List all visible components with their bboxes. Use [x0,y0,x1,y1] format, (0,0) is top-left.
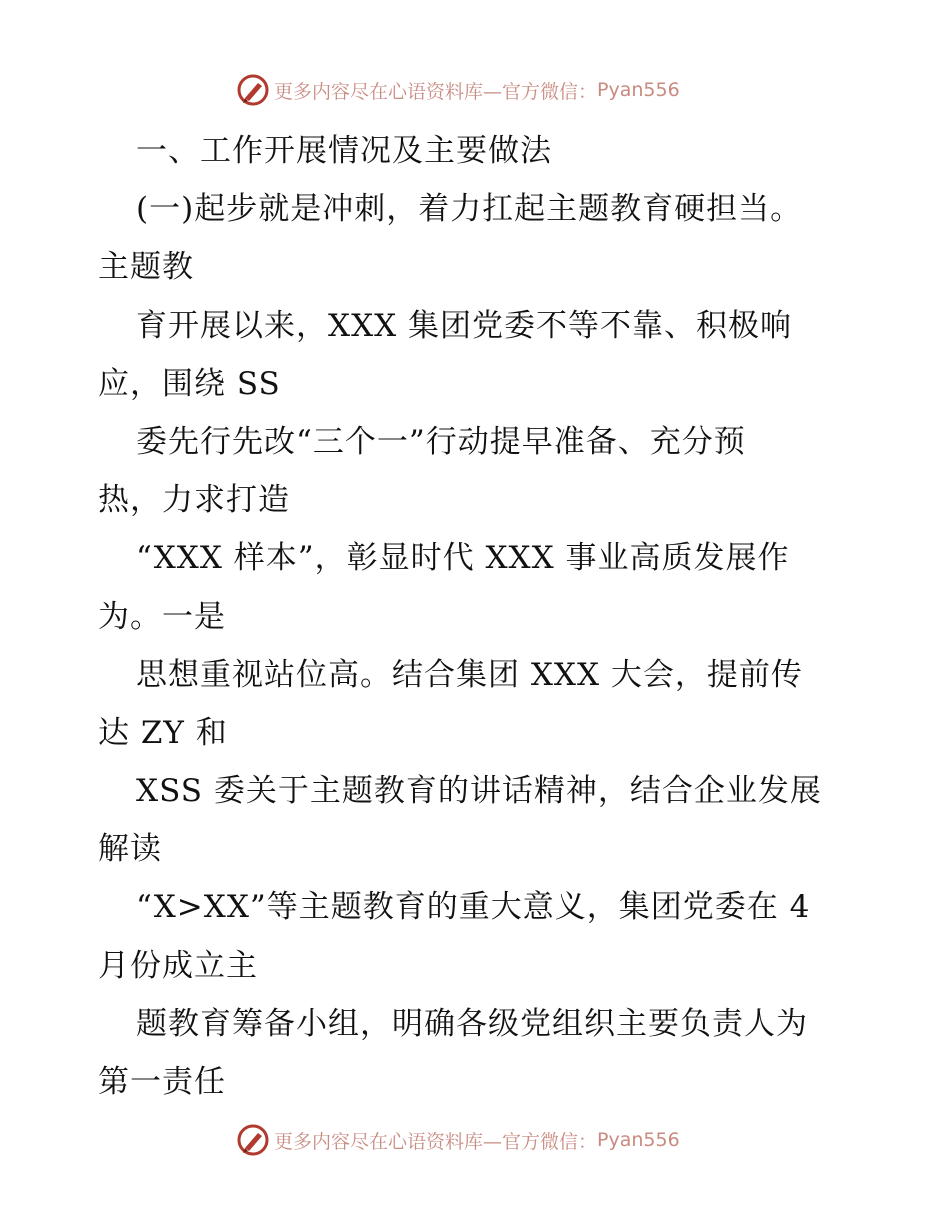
pen-logo-icon [236,73,270,107]
text-line: 热，力求打造 [98,482,290,519]
watermark-text: 更多内容尽在心语资料库—官方微信： [274,1130,598,1153]
text-line: 思想重视站位高。结合集团 XXX 大会，提前传 [136,656,803,693]
text-line: 为。一是 [98,598,226,635]
subsection-heading: (一)起步就是冲刺，着力扛起主题教育硬担当。 [136,191,803,228]
text-line: “XXX 样本”，彰显时代 XXX 事业高质发展作 [136,540,790,577]
text-line: 委先行先改“三个一”行动提早准备、充分预 [136,423,746,460]
section-heading: 一、工作开展情况及主要做法 [136,133,552,169]
footer-watermark [236,1122,680,1158]
watermark-wechat-id: Pyan556 [597,79,680,101]
watermark-text: 更多内容尽在心语资料库—官方微信： [274,80,598,103]
text-line: 题教育筹备小组，明确各级党组织主要负责人为 [136,1005,808,1042]
text-line: 解读 [98,831,162,868]
text-line: XSS 委关于主题教育的讲话精神，结合企业发展 [136,773,822,810]
text-line: 主题教 [98,249,194,286]
text-line: “X>XX”等主题教育的重大意义，集团党委在 4 [136,889,811,926]
document-body [98,122,858,1111]
text-line: 第一责任 [98,1064,226,1100]
pen-logo-icon [236,1123,270,1157]
text-line: 应，围绕 SS [98,365,281,402]
watermark-wechat-id: Pyan556 [597,1129,680,1151]
text-line: 达 ZY 和 [98,714,228,751]
text-line: 育开展以来，XXX 集团党委不等不靠、积极响 [136,307,793,344]
header-watermark [236,72,680,108]
text-line: 月份成立主 [98,947,258,984]
